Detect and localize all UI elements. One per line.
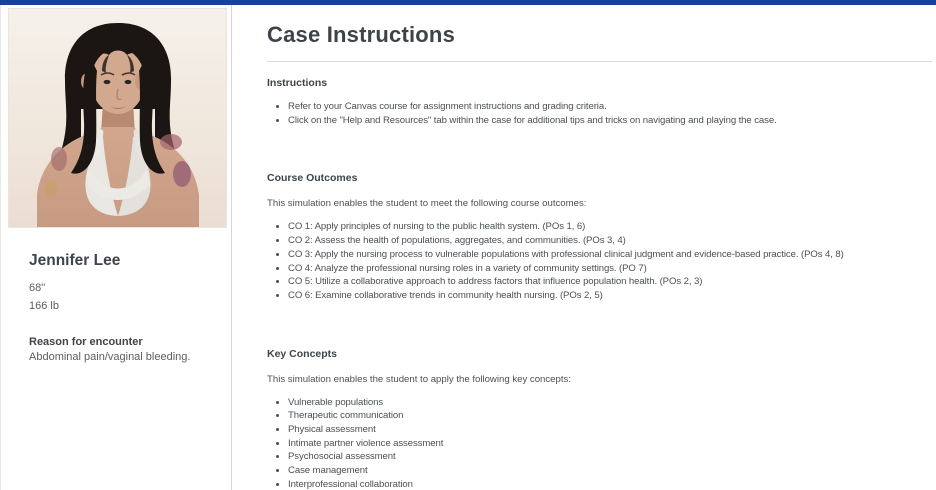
instructions-list (267, 100, 932, 127)
list-item: • CO 3: Apply the nursing process to vulnerable populations with professional clinical judgment and evidence-based practice. (POs 4, 8) (288, 248, 932, 262)
list-item: • Click on the "Help and Resources" tab within the case for additional tips and tricks on navigating and playing the case. (288, 114, 932, 128)
list-item: • Interprofessional collaboration (288, 478, 932, 490)
key-concepts-heading: Key Concepts (267, 347, 338, 360)
list-item: • Psychosocial assessment (288, 450, 932, 464)
bruise-right-shoulder (160, 134, 182, 150)
course-outcomes-intro: This simulation enables the student to meet the following course outcomes: (267, 198, 587, 210)
section-key-concepts (267, 348, 932, 490)
list-item: • Physical assessment (288, 423, 932, 437)
list-item: • CO 5: Utilize a collaborative approach to address factors that influence population health. (POs 2, 3) (288, 275, 932, 289)
list-item: • CO 4: Analyze the professional nursing roles in a variety of community settings. (PO 7) (288, 262, 932, 276)
list-item: • CO 6: Examine collaborative trends in community health nursing. (POs 2, 5) (288, 289, 932, 303)
reason-for-encounter-text: Abdominal pain/vaginal bleeding. (29, 351, 191, 363)
list-item: • Therapeutic communication (288, 409, 932, 423)
course-outcomes-heading: Course Outcomes (267, 172, 358, 185)
list-item: • Intimate partner violence assessment (288, 437, 932, 451)
patient-weight: 166 lb (29, 300, 59, 312)
page-title: Case Instructions (267, 22, 456, 47)
patient-vitals (29, 279, 231, 315)
section-instructions (267, 77, 932, 127)
page-layout (0, 5, 936, 490)
course-outcomes-list (267, 220, 932, 302)
patient-name: Jennifer Lee (29, 252, 121, 269)
instructions-heading: Instructions (267, 77, 328, 89)
bruise-left-arm (51, 147, 67, 171)
title-divider (267, 61, 932, 62)
list-item: • Case management (288, 464, 932, 478)
case-instructions-panel (232, 5, 936, 490)
reason-for-encounter-label: Reason for encounter (29, 336, 143, 348)
patient-sidebar (0, 5, 232, 490)
list-item: • Refer to your Canvas course for assignment instructions and grading criteria. (288, 100, 932, 114)
list-item: • Vulnerable populations (288, 396, 932, 410)
key-concepts-intro: This simulation enables the student to apply the following key concepts: (267, 373, 571, 385)
patient-photo (8, 8, 227, 228)
list-item: • CO 1: Apply principles of nursing to the public health system. (POs 1, 6) (288, 220, 932, 234)
bruise-right-arm (173, 161, 191, 187)
key-concepts-list (267, 396, 932, 490)
patient-portrait-illustration (9, 9, 227, 228)
patient-height: 68" (29, 282, 46, 294)
list-item: • CO 2: Assess the health of populations, aggregates, and communities. (POs 3, 4) (288, 234, 932, 248)
section-course-outcomes (267, 172, 932, 302)
